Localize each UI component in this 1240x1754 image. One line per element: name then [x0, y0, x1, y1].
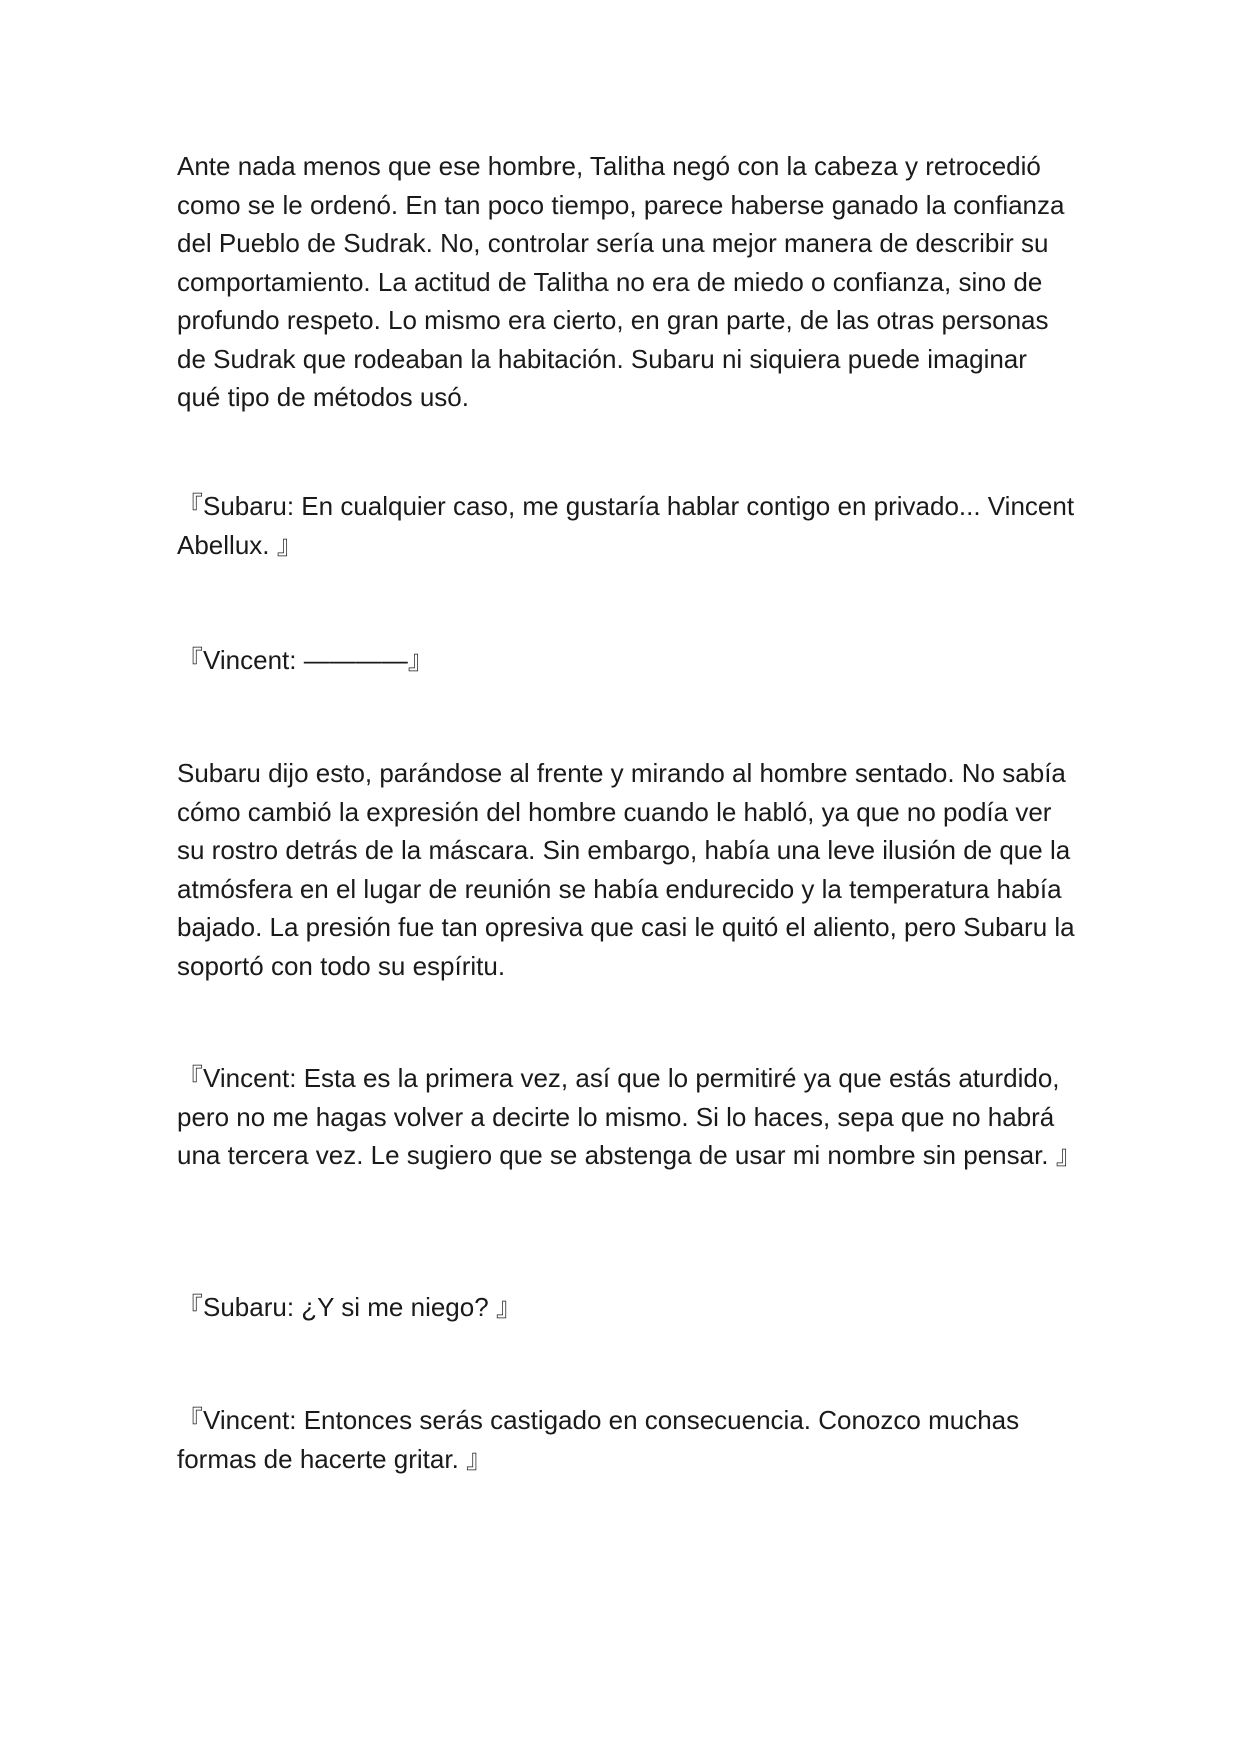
dialogue-vincent: 『Vincent: ————』: [177, 645, 434, 675]
dialogue-subaru: 『Subaru: En cualquier caso, me gustaría hablar contigo en privado... Vincent Abellux. 』: [177, 491, 1075, 560]
narration-paragraph: Ante nada menos que ese hombre, Talitha negó con la cabeza y retrocedió como se le ordenó. En tan poco tiempo, parece haberse ganado la confianza del Pueblo de Sudrak. No, controlar sería una mejor manera de describir su comportamiento. La actitud de Talitha no era de miedo o confianza, sino de profundo respeto. Lo mismo era cierto, en gran parte, de las otras personas de Sudrak que rodeaban la habitación. Subaru ni siquiera puede imaginar qué tipo de métodos usó.: [177, 151, 1065, 412]
dialogue-vincent: 『Vincent: Entonces serás castigado en consecuencia. Conozco muchas formas de hacerte gritar. 』: [177, 1405, 1020, 1474]
narration-paragraph: Subaru dijo esto, parándose al frente y mirando al hombre sentado. No sabía cómo cambió la expresión del hombre cuando le habló, ya que no podía ver su rostro detrás de la máscara. Sin embargo, había una leve ilusión de que la atmósfera en el lugar de reunión se había endurecido y la temperatura había bajado. La presión fue tan opresiva que casi le quitó el aliento, pero Subaru la soportó con todo su espíritu.: [177, 758, 1075, 981]
dialogue-subaru: 『Subaru: ¿Y si me niego? 』: [177, 1292, 522, 1322]
dialogue-vincent: 『Vincent: Esta es la primera vez, así que lo permitiré ya que estás aturdido, pero no me hagas volver a decirte lo mismo. Si lo haces, sepa que no habrá una tercera vez. Le sugiero que se abstenga de usar mi nombre sin pensar. 』: [177, 1063, 1082, 1170]
